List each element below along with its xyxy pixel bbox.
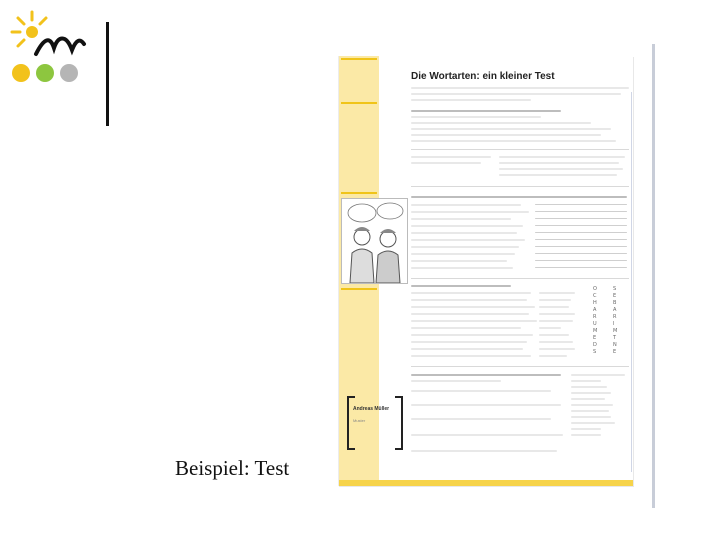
text-line xyxy=(539,348,575,350)
text-line xyxy=(411,267,513,269)
letter-grid: O C H A R U M E D S xyxy=(593,286,598,355)
text-line xyxy=(499,162,619,164)
answer-line xyxy=(535,218,627,219)
text-line xyxy=(411,253,515,255)
text-line xyxy=(539,355,567,357)
text-line xyxy=(411,299,527,301)
text-line xyxy=(411,134,601,136)
text-line xyxy=(411,93,621,95)
text-line xyxy=(411,225,523,227)
bracket-left xyxy=(347,396,355,450)
color-dots xyxy=(12,64,78,82)
slide-right-rule xyxy=(652,44,655,508)
text-line xyxy=(411,320,537,322)
text-line xyxy=(539,341,573,343)
text-line xyxy=(411,204,521,206)
accent-band xyxy=(339,480,633,486)
sun-leaf-logo-icon xyxy=(10,10,90,70)
student-sub: Muster xyxy=(353,418,366,423)
text-line xyxy=(539,320,573,322)
text-line xyxy=(411,260,507,262)
text-line xyxy=(411,218,511,220)
text-line xyxy=(411,327,521,329)
answer-line xyxy=(535,260,627,261)
answer-line xyxy=(535,211,627,212)
answer-line xyxy=(535,267,627,268)
text-line xyxy=(411,110,561,112)
text-line xyxy=(539,306,569,308)
text-line xyxy=(411,196,627,198)
text-line xyxy=(411,162,481,164)
brand-logo xyxy=(10,10,90,100)
sidebar-rule xyxy=(341,102,377,104)
text-line xyxy=(499,168,623,170)
text-line xyxy=(411,390,551,392)
text-line xyxy=(411,239,525,241)
text-line xyxy=(411,285,511,287)
section-divider xyxy=(411,186,629,187)
text-line xyxy=(411,140,616,142)
answer-line xyxy=(535,225,627,226)
text-line xyxy=(571,380,601,382)
text-line xyxy=(411,355,531,357)
text-line xyxy=(571,434,601,436)
student-name: Andreas Müller xyxy=(353,406,390,412)
text-line xyxy=(571,386,607,388)
worksheet-title: Die Wortarten: ein kleiner Test xyxy=(411,71,555,82)
text-line xyxy=(539,334,569,336)
text-line xyxy=(411,99,531,101)
text-line xyxy=(411,334,533,336)
text-line xyxy=(411,380,501,382)
text-line xyxy=(571,428,601,430)
answer-line xyxy=(535,253,627,254)
answer-line xyxy=(535,204,627,205)
text-line xyxy=(411,313,529,315)
text-line xyxy=(411,246,519,248)
text-line xyxy=(571,392,611,394)
text-line xyxy=(411,156,491,158)
answer-line xyxy=(535,232,627,233)
vertical-divider xyxy=(106,22,109,126)
text-line xyxy=(499,174,617,176)
text-line xyxy=(571,374,625,376)
text-line xyxy=(571,404,613,406)
text-line xyxy=(411,87,629,89)
yellow-dot xyxy=(12,64,30,82)
text-line xyxy=(571,410,609,412)
text-line xyxy=(539,299,571,301)
answer-line xyxy=(535,246,627,247)
bracket-right xyxy=(395,396,403,450)
text-line xyxy=(411,211,529,213)
student-name-box xyxy=(347,396,403,446)
text-line xyxy=(571,416,611,418)
sidebar-rule xyxy=(341,58,377,60)
slide-caption: Beispiel: Test xyxy=(175,456,290,480)
section-divider xyxy=(411,149,629,150)
text-line xyxy=(499,156,625,158)
text-line xyxy=(411,450,557,452)
text-line xyxy=(411,292,531,294)
section-divider xyxy=(411,366,629,367)
text-line xyxy=(539,327,561,329)
text-line xyxy=(411,418,551,420)
text-line xyxy=(411,341,527,343)
cartoon-two-men-icon xyxy=(341,198,408,284)
section-divider xyxy=(411,278,629,279)
text-line xyxy=(411,348,523,350)
gray-dot xyxy=(60,64,78,82)
text-line xyxy=(411,116,541,118)
text-line xyxy=(571,422,615,424)
text-line xyxy=(539,313,575,315)
green-dot xyxy=(36,64,54,82)
text-line xyxy=(411,374,561,376)
sidebar-rule xyxy=(341,192,377,194)
text-line xyxy=(411,122,591,124)
text-line xyxy=(411,128,611,130)
text-line xyxy=(411,404,561,406)
letter-grid: S E B A R I M T N E xyxy=(613,286,618,355)
worksheet-preview[interactable] xyxy=(338,56,633,486)
text-line xyxy=(571,398,605,400)
page-edge xyxy=(631,92,632,472)
text-line xyxy=(411,306,535,308)
text-line xyxy=(411,434,563,436)
sidebar-rule xyxy=(341,288,377,290)
answer-line xyxy=(535,239,627,240)
text-line xyxy=(539,292,575,294)
text-line xyxy=(411,232,517,234)
